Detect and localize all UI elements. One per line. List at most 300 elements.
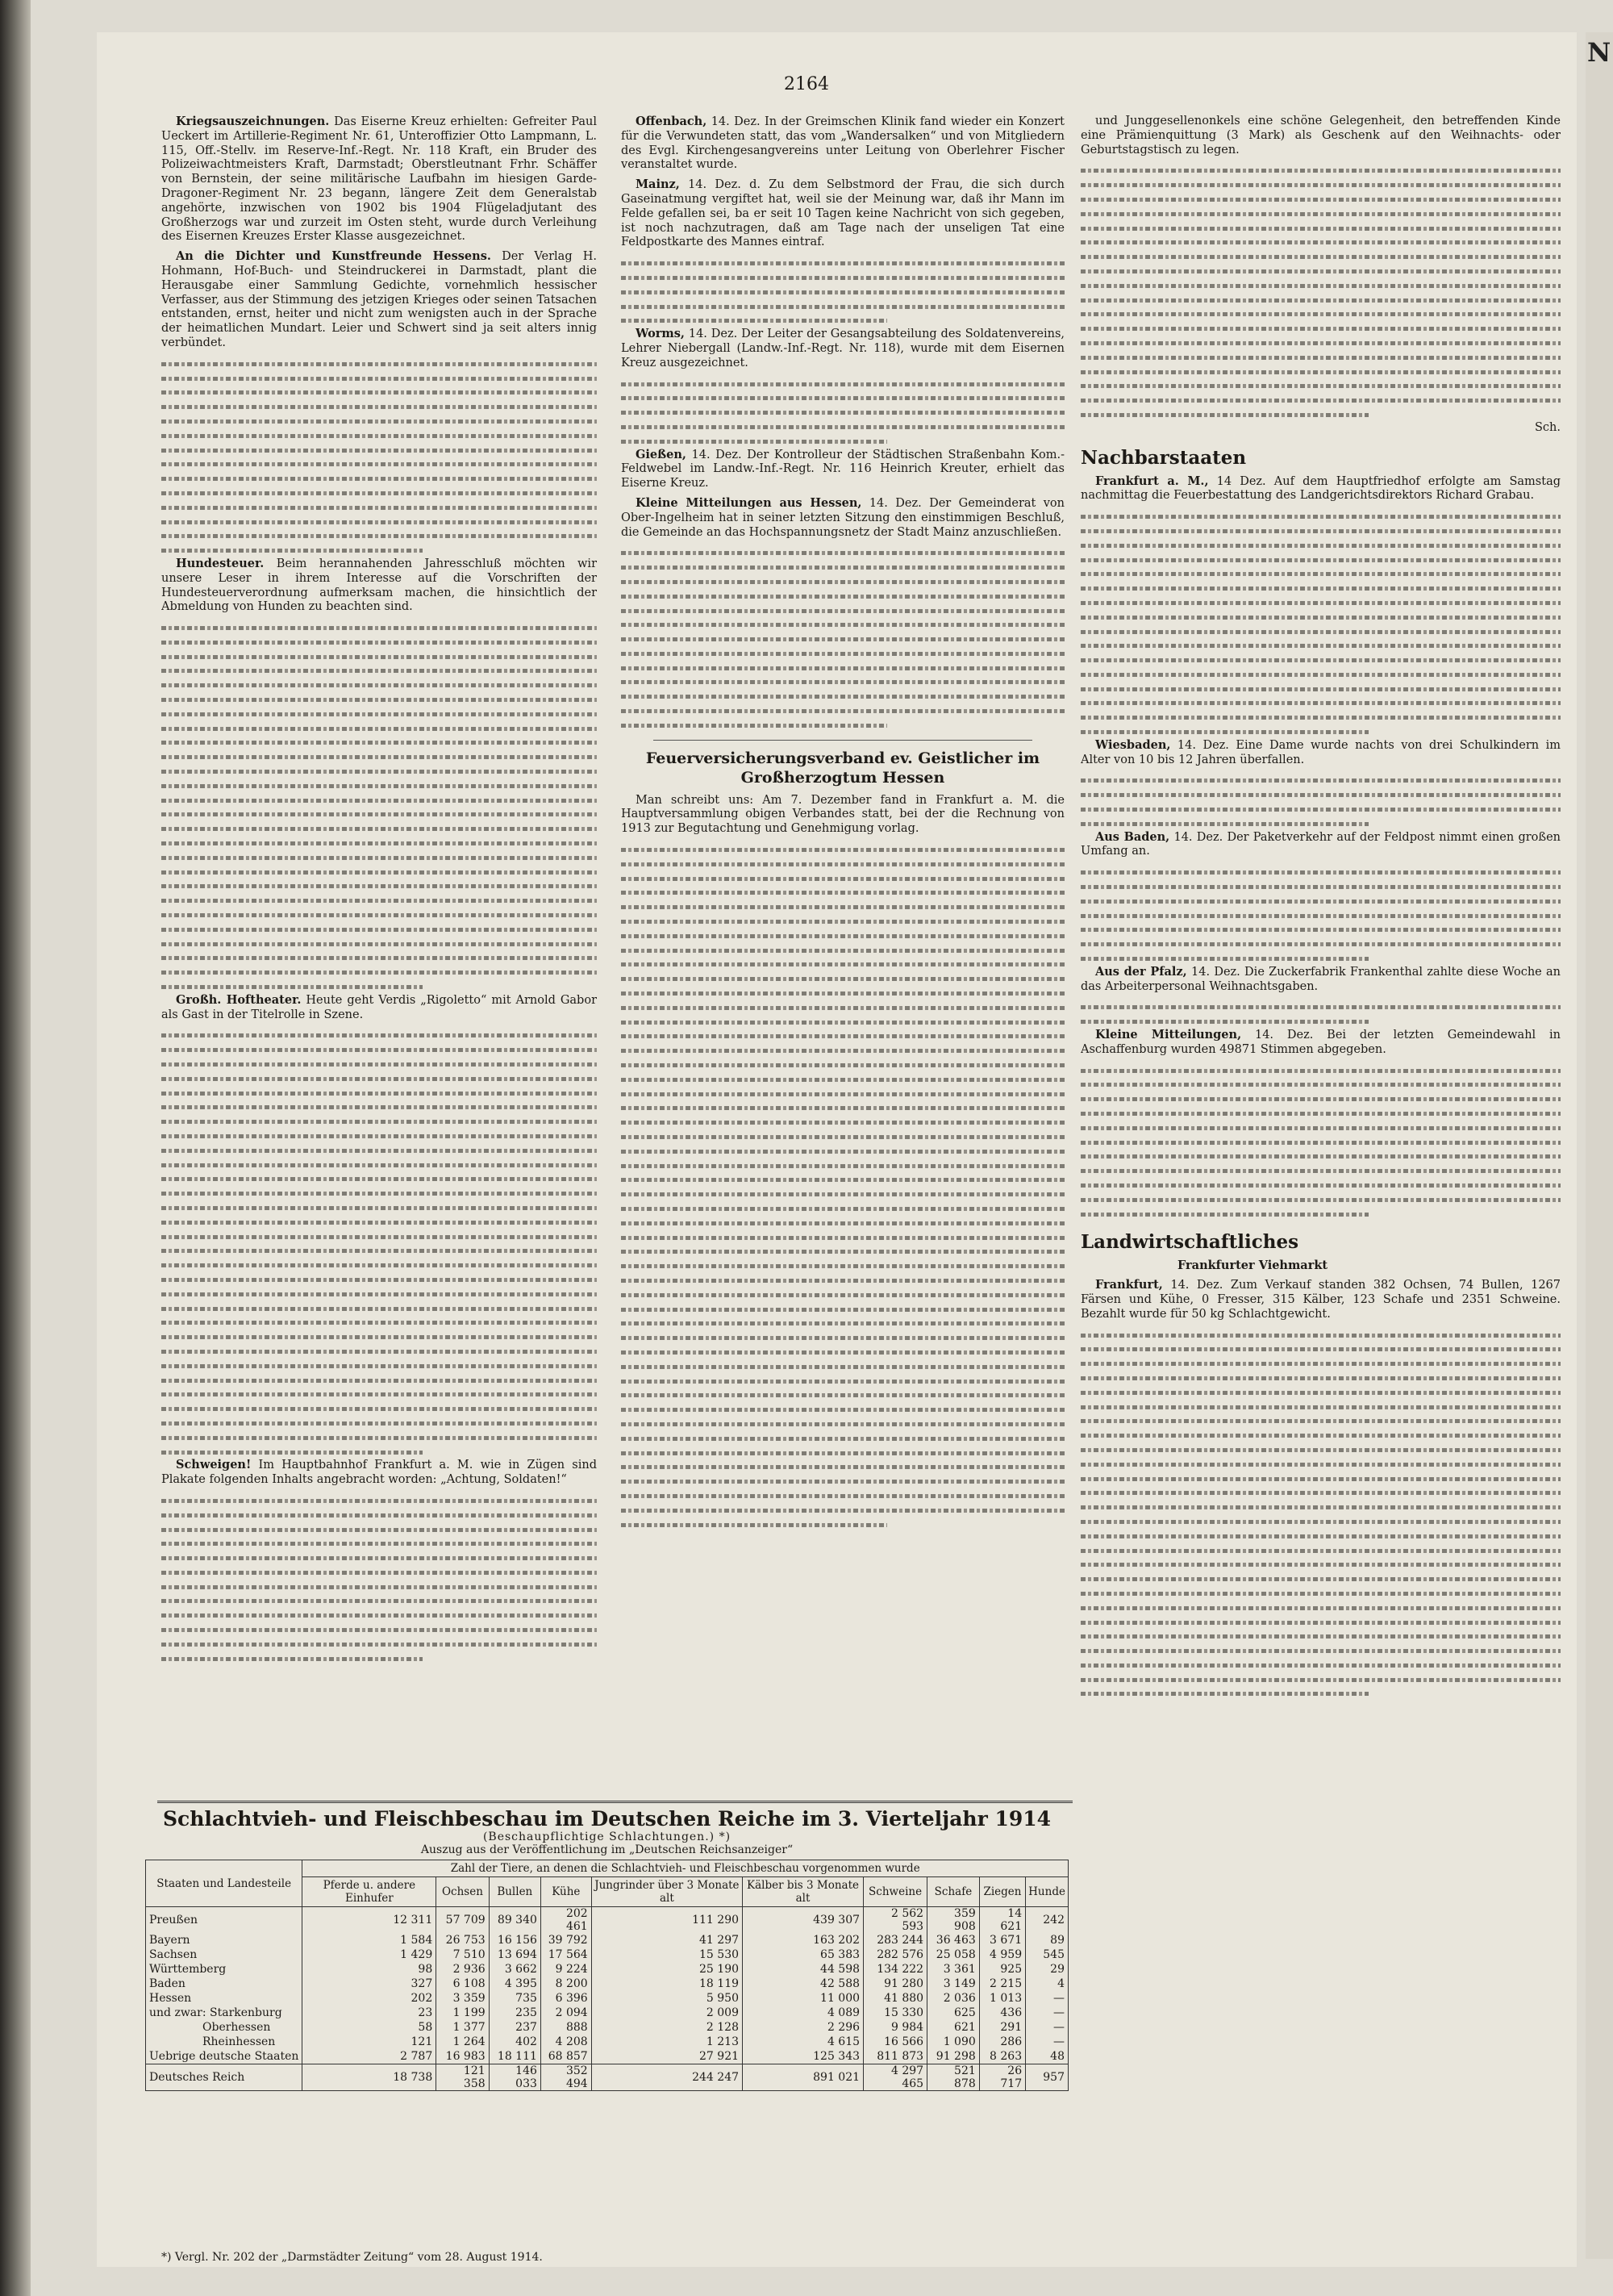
article-lead: Gießen, bbox=[636, 447, 686, 461]
table-cell: 12 311 bbox=[302, 1907, 436, 1934]
text-line bbox=[161, 1200, 597, 1214]
column-header: Bullen bbox=[489, 1877, 540, 1907]
column-header: Kühe bbox=[540, 1877, 591, 1907]
text-line bbox=[1081, 1413, 1561, 1427]
text-line bbox=[621, 1086, 1065, 1100]
column-1 bbox=[161, 115, 597, 1801]
table-cell: 1 429 bbox=[302, 1947, 436, 1962]
article-text bbox=[621, 115, 1065, 173]
text-line bbox=[161, 936, 597, 950]
text-line bbox=[1081, 1528, 1561, 1542]
text-line bbox=[1081, 1456, 1561, 1471]
table-cell: 125 343 bbox=[743, 2049, 864, 2064]
text-line bbox=[1081, 709, 1561, 724]
text-line bbox=[161, 691, 597, 706]
text-line bbox=[1081, 893, 1561, 908]
article-lead: Aus Baden, bbox=[1095, 829, 1170, 844]
table-cell: 242 bbox=[1026, 1907, 1069, 1934]
article-lead: Mainz, bbox=[636, 177, 680, 192]
article-text bbox=[621, 496, 1065, 540]
article-lead: Worms, bbox=[636, 327, 685, 341]
table-cell: 3 671 bbox=[979, 1933, 1025, 1947]
illegible-text-lines bbox=[1081, 1327, 1561, 1701]
table-cell: 163 202 bbox=[743, 1933, 864, 1947]
table-cell: 29 bbox=[1026, 1962, 1069, 1977]
article-lead: Kleine Mitteilungen aus Hessen, bbox=[636, 495, 862, 510]
table-cell: 121 bbox=[302, 2035, 436, 2049]
table-cell: 521 878 bbox=[927, 2064, 980, 2091]
article bbox=[161, 557, 597, 993]
article-text bbox=[161, 1458, 597, 1488]
footnote: *) Vergl. Nr. 202 der „Darmstädter Zeitung“ vom 28. August 1914. bbox=[161, 2251, 543, 2264]
group-header: Zahl der Tiere, an denen die Schlachtvieh- und Fleischbeschau vorgenommen wurde bbox=[302, 1860, 1069, 1877]
table-cell: 891 021 bbox=[743, 2064, 864, 2091]
article-lead: Großh. Hoftheater. bbox=[176, 992, 302, 1007]
text-line bbox=[621, 942, 1065, 957]
text-line bbox=[1081, 248, 1561, 263]
text-line bbox=[621, 1028, 1065, 1042]
table-cell: 2 562 593 bbox=[864, 1907, 927, 1934]
text-line bbox=[621, 1272, 1065, 1287]
table-cell: 91 280 bbox=[864, 1977, 927, 1991]
text-line bbox=[1081, 1105, 1561, 1120]
article-body: Der Verlag H. Hohmann, Hof-Buch- und Steindruckerei in Darmstadt, plant die Herausgabe einer Sammlung Gedichte, vornehmlich hessischer Verfasser, aus der Stimmung des jetzigen Krieges oder seinen Tatsachen entstanden, ernst, heiter und nicht zum wenigsten auch in der Sprache der heimatlichen Mundart. Leier und Schwert sind ja seit alters innig verbündet. bbox=[161, 250, 597, 349]
text-line bbox=[1081, 407, 1369, 421]
article-lead: Frankfurt a. M., bbox=[1095, 474, 1209, 488]
article-body: Beim herannahenden Jahresschluß möchten wir unsere Leser in ihrem Interesse auf die Vorschriften der Hundesteuerverordnung aufmerksam machen, die hinsichtlich der Abmeldung von Hunden zu beachten sind. bbox=[161, 557, 597, 614]
text-line bbox=[161, 706, 597, 720]
article bbox=[161, 115, 597, 244]
text-line bbox=[621, 616, 1065, 631]
text-line bbox=[621, 1114, 1065, 1129]
text-line bbox=[1081, 609, 1561, 624]
article bbox=[1081, 474, 1561, 738]
table-top-rule bbox=[157, 1801, 1073, 1803]
article-body: 14. Dez. Der Gemeinderat von Ober-Ingelheim hat in seiner letzten Sitzung den einstimmigen Beschluß, die Gemeinde an das Hochspannungsnetz der Stadt Mainz anzuschließen. bbox=[621, 496, 1065, 539]
table-cell: 8 263 bbox=[979, 2049, 1025, 2064]
table-cell: 2 094 bbox=[540, 2006, 591, 2020]
text-line bbox=[621, 1143, 1065, 1158]
illegible-text-lines bbox=[161, 1027, 597, 1458]
article-body: 14 Dez. Auf dem Hauptfriedhof erfolgte am Samstag nachmittag die Feuerbestattung des Landgerichtsdirektors Richard Grabau. bbox=[1081, 474, 1561, 503]
row-label: und zwar: Starkenburg bbox=[146, 2006, 302, 2020]
text-line bbox=[1081, 695, 1561, 709]
table-cell: 14 621 bbox=[979, 1907, 1025, 1934]
text-line bbox=[621, 1071, 1065, 1086]
text-line bbox=[161, 470, 597, 485]
column-header: Ochsen bbox=[436, 1877, 489, 1907]
table-cell: 18 119 bbox=[591, 1977, 742, 1991]
text-line bbox=[621, 1430, 1065, 1445]
column-header: Pferde u. andere Einhufer bbox=[302, 1877, 436, 1907]
table-cell: 811 873 bbox=[864, 2049, 927, 2064]
table-cell: 244 247 bbox=[591, 2064, 742, 2091]
text-line bbox=[1081, 292, 1561, 307]
text-line bbox=[1081, 1585, 1561, 1600]
table-row bbox=[146, 1907, 1069, 1934]
table-cell: 15 530 bbox=[591, 1947, 742, 1962]
section-heading: Nachbarstaaten bbox=[1081, 446, 1247, 469]
text-line bbox=[1081, 787, 1561, 801]
text-line bbox=[1081, 177, 1561, 191]
text-line bbox=[161, 356, 597, 370]
text-line bbox=[161, 1128, 597, 1142]
table-cell: 1 090 bbox=[927, 2035, 980, 2049]
text-line bbox=[161, 1622, 597, 1636]
table-cell: 3 662 bbox=[489, 1962, 540, 1977]
text-line bbox=[621, 312, 887, 327]
text-line bbox=[1081, 1076, 1561, 1091]
table-cell: 283 244 bbox=[864, 1933, 927, 1947]
illegible-text-lines bbox=[621, 841, 1065, 1530]
column-2 bbox=[621, 115, 1065, 1801]
article-lead: Hundesteuer. bbox=[176, 556, 265, 570]
stub-header: Staaten und Landesteile bbox=[146, 1860, 302, 1907]
table-cell: 436 bbox=[979, 2006, 1025, 2020]
illegible-text-lines bbox=[621, 545, 1065, 731]
adjacent-page-letter: N bbox=[1587, 37, 1611, 68]
table-cell: 18 738 bbox=[302, 2064, 436, 2091]
text-line bbox=[1081, 879, 1561, 893]
text-line bbox=[1081, 908, 1561, 922]
text-line bbox=[1081, 936, 1561, 950]
text-line bbox=[1081, 1556, 1561, 1571]
table-cell: 25 190 bbox=[591, 1962, 742, 1977]
table-cell: 146 033 bbox=[489, 2064, 540, 2091]
table-cell: 26 717 bbox=[979, 2064, 1025, 2091]
text-line bbox=[1081, 1341, 1561, 1355]
table-cell: 23 bbox=[302, 2006, 436, 2020]
text-line bbox=[1081, 278, 1561, 292]
text-line bbox=[1081, 523, 1561, 537]
text-line bbox=[621, 660, 1065, 674]
text-line bbox=[1081, 537, 1561, 552]
table-cell: 48 bbox=[1026, 2049, 1069, 2064]
table-cell: 42 588 bbox=[743, 1977, 864, 1991]
text-line bbox=[161, 1257, 597, 1271]
article-body: Man schreibt uns: Am 7. Dezember fand in Frankfurt a. M. die Hauptversammlung obigen Verbandes statt, bei der die Rechnung von 1913 zur Begutachtung und Genehmigung vorlag. bbox=[621, 793, 1065, 836]
table-row bbox=[146, 2035, 1069, 2049]
text-line bbox=[161, 399, 597, 413]
illegible-text-lines bbox=[1081, 162, 1561, 420]
text-line bbox=[161, 850, 597, 864]
text-line bbox=[1081, 1442, 1561, 1456]
table-cell: 282 576 bbox=[864, 1947, 927, 1962]
text-line bbox=[161, 1242, 597, 1257]
article-body: 14. Dez. Der Paketverkehr auf der Feldpost nimmt einen großen Umfang an. bbox=[1081, 830, 1561, 858]
table-row bbox=[146, 1962, 1069, 1977]
text-line bbox=[621, 574, 1065, 588]
table-cell: — bbox=[1026, 2035, 1069, 2049]
text-line bbox=[621, 1315, 1065, 1330]
text-line bbox=[161, 1099, 597, 1113]
illegible-text-lines bbox=[621, 376, 1065, 448]
text-line bbox=[1081, 624, 1561, 638]
text-line bbox=[161, 1401, 597, 1415]
illegible-text-lines bbox=[1081, 864, 1561, 965]
text-line bbox=[621, 674, 1065, 688]
table-cell: 4 959 bbox=[979, 1947, 1025, 1962]
text-line bbox=[621, 928, 1065, 942]
article-body: 14. Dez. Der Kontrolleur der Städtischen Straßenbahn Kom.-Feldwebel im Landw.-Inf.-Regt. Nr. 116 Heinrich Kreuter, erhielt das Eiserne Kreuz. bbox=[621, 448, 1065, 491]
article-body: 14. Dez. Zum Verkauf standen 382 Ochsen, 74 Bullen, 1267 Färsen und Kühe, 0 Fresser, 315 Kälber, 123 Schafe und 2351 Schweine. Bezahlt wurde für 50 kg Schlachtgewicht. bbox=[1081, 1279, 1561, 1321]
text-line bbox=[1081, 306, 1561, 320]
text-line bbox=[161, 1636, 597, 1651]
table-cell: 18 111 bbox=[489, 2049, 540, 2064]
text-line bbox=[161, 413, 597, 428]
article bbox=[1081, 965, 1561, 1028]
text-line bbox=[161, 1142, 597, 1157]
text-line bbox=[621, 559, 1065, 574]
text-line bbox=[1081, 349, 1561, 364]
table-cell: 235 bbox=[489, 2006, 540, 2020]
article-text bbox=[161, 249, 597, 351]
text-line bbox=[621, 269, 1065, 284]
article-text bbox=[161, 993, 597, 1023]
text-line bbox=[161, 1550, 597, 1564]
table-cell: 6 396 bbox=[540, 1991, 591, 2006]
illegible-text-lines bbox=[621, 255, 1065, 327]
column-header: Schweine bbox=[864, 1877, 927, 1907]
text-line bbox=[161, 1522, 597, 1536]
table-cell: 625 bbox=[927, 2006, 980, 2020]
article-text bbox=[621, 327, 1065, 370]
text-line bbox=[621, 419, 1065, 433]
text-line bbox=[161, 1113, 597, 1128]
article bbox=[1081, 1028, 1561, 1220]
article bbox=[161, 993, 597, 1459]
text-line bbox=[1081, 1148, 1561, 1163]
text-line bbox=[161, 892, 597, 907]
text-line bbox=[621, 1330, 1065, 1344]
text-line bbox=[1081, 1355, 1561, 1370]
text-line bbox=[1081, 234, 1561, 248]
article-lead: Kleine Mitteilungen, bbox=[1095, 1028, 1242, 1042]
adjacent-page-strip bbox=[1586, 32, 1613, 2259]
text-line bbox=[1081, 1206, 1369, 1221]
text-line bbox=[161, 1300, 597, 1315]
table-cell: 5 950 bbox=[591, 1991, 742, 2006]
table-cell: 89 340 bbox=[489, 1907, 540, 1934]
text-line bbox=[161, 950, 597, 964]
text-line bbox=[621, 1473, 1065, 1488]
text-line bbox=[1081, 392, 1561, 407]
table-cell: 2 296 bbox=[743, 2020, 864, 2035]
table-cell: 41 880 bbox=[864, 1991, 927, 2006]
text-line bbox=[621, 1100, 1065, 1114]
text-line bbox=[621, 588, 1065, 603]
table-body bbox=[146, 1907, 1069, 2091]
text-line bbox=[621, 1401, 1065, 1416]
text-line bbox=[1081, 364, 1561, 378]
article bbox=[161, 249, 597, 557]
table-cell: 9 224 bbox=[540, 1962, 591, 1977]
table-cell: 57 709 bbox=[436, 1907, 489, 1934]
table-cell: 134 222 bbox=[864, 1962, 927, 1977]
article-text bbox=[1081, 738, 1561, 768]
text-line bbox=[1081, 1192, 1561, 1206]
text-line bbox=[1081, 1614, 1561, 1629]
text-line bbox=[161, 1042, 597, 1056]
text-line bbox=[161, 542, 423, 557]
table-cell: 4 bbox=[1026, 1977, 1069, 1991]
text-line bbox=[161, 1579, 597, 1593]
table-row bbox=[146, 2020, 1069, 2035]
article-body: 14. Dez. Der Leiter der Gesangsabteilung des Soldatenvereins, Lehrer Niebergall (Landw.-Inf.-Regt. Nr. 118), wurde mit dem Eisernen Kreuz ausgezeichnet. bbox=[621, 328, 1065, 369]
article bbox=[1081, 115, 1561, 421]
text-line bbox=[1081, 999, 1561, 1013]
text-line bbox=[1081, 508, 1561, 523]
text-line bbox=[161, 1214, 597, 1229]
text-line bbox=[161, 1056, 597, 1071]
text-line bbox=[161, 428, 597, 442]
text-line bbox=[1081, 1177, 1561, 1192]
table-cell: 1 199 bbox=[436, 2006, 489, 2020]
text-line bbox=[621, 1502, 1065, 1517]
text-line bbox=[621, 1488, 1065, 1502]
text-line bbox=[1081, 724, 1369, 738]
row-label: Uebrige deutsche Staaten bbox=[146, 2049, 302, 2064]
article-lead: An die Dichter und Kunstfreunde Hessens. bbox=[176, 249, 491, 264]
text-line bbox=[161, 1444, 423, 1459]
table-cell: 4 615 bbox=[743, 2035, 864, 2049]
text-line bbox=[621, 1215, 1065, 1229]
text-line bbox=[1081, 801, 1561, 816]
table-cell: 25 058 bbox=[927, 1947, 980, 1962]
text-line bbox=[621, 899, 1065, 913]
text-line bbox=[161, 921, 597, 936]
subheading: Frankfurter Viehmarkt bbox=[1177, 1259, 1328, 1273]
row-label: Bayern bbox=[146, 1933, 302, 1947]
text-line bbox=[161, 1651, 423, 1665]
section-heading: Feuerversicherungsverband ev. Geistlicher im Großherzogtum Hessen bbox=[645, 749, 1040, 787]
table-cell: 957 bbox=[1026, 2064, 1069, 2091]
table-cell: 16 156 bbox=[489, 1933, 540, 1947]
text-line bbox=[621, 298, 1065, 313]
table-cell: 13 694 bbox=[489, 1947, 540, 1962]
article bbox=[621, 448, 1065, 491]
column-3 bbox=[1081, 115, 1561, 2196]
table-cell: 286 bbox=[979, 2035, 1025, 2049]
table-cell: 2 787 bbox=[302, 2049, 436, 2064]
table-cell: 1 264 bbox=[436, 2035, 489, 2049]
text-line bbox=[161, 662, 597, 677]
table-cell: 3 361 bbox=[927, 1962, 980, 1977]
table-cell: 202 461 bbox=[540, 1907, 591, 1934]
table-source: Auszug aus der Veröffentlichung im „Deutschen Reichsanzeiger“ bbox=[420, 1843, 794, 1856]
article-body: und Junggesellenonkels eine schöne Gelegenheit, den betreffenden Kinde eine Prämienquittung (3 Mark) als Geschenk auf den Weihnachts- oder Geburtstagstisch zu legen. bbox=[1081, 115, 1561, 157]
text-line bbox=[1081, 191, 1561, 206]
row-label: Baden bbox=[146, 1977, 302, 1991]
text-line bbox=[1081, 1484, 1561, 1499]
text-line bbox=[621, 255, 1065, 269]
text-line bbox=[1081, 816, 1369, 830]
text-line bbox=[1081, 1427, 1561, 1442]
text-line bbox=[161, 1185, 597, 1200]
signature: Sch. bbox=[1534, 420, 1561, 434]
text-line bbox=[621, 631, 1065, 645]
text-line bbox=[621, 603, 1065, 617]
table-cell: 7 510 bbox=[436, 1947, 489, 1962]
text-line bbox=[621, 717, 887, 732]
table-cell: 4 208 bbox=[540, 2035, 591, 2049]
text-line bbox=[1081, 595, 1561, 609]
row-label: Hessen bbox=[146, 1991, 302, 2006]
text-line bbox=[621, 688, 1065, 703]
text-line bbox=[621, 1200, 1065, 1215]
table-cell: 3 149 bbox=[927, 1977, 980, 1991]
table-cell: 8 200 bbox=[540, 1977, 591, 1991]
text-line bbox=[161, 820, 597, 835]
text-line bbox=[161, 878, 597, 892]
text-line bbox=[161, 964, 597, 979]
illegible-text-lines bbox=[1081, 508, 1561, 738]
text-line bbox=[621, 703, 1065, 717]
table-cell: 925 bbox=[979, 1962, 1025, 1977]
text-line bbox=[621, 390, 1065, 404]
text-line bbox=[1081, 652, 1561, 666]
text-line bbox=[1081, 1628, 1561, 1643]
text-line bbox=[1081, 1013, 1369, 1028]
article-lead: Frankfurt, bbox=[1095, 1278, 1163, 1292]
article-text bbox=[621, 448, 1065, 491]
text-line bbox=[621, 404, 1065, 419]
text-line bbox=[621, 1243, 1065, 1258]
table-cell: — bbox=[1026, 2006, 1069, 2020]
table-cell: 202 bbox=[302, 1991, 436, 2006]
text-line bbox=[161, 1358, 597, 1372]
table-cell: 545 bbox=[1026, 1947, 1069, 1962]
text-line bbox=[1081, 681, 1561, 695]
article bbox=[621, 177, 1065, 327]
text-line bbox=[1081, 1685, 1369, 1700]
article-body: 14. Dez. Eine Dame wurde nachts von drei Schulkindern im Alter von 10 bis 12 Jahren überfallen. bbox=[1081, 738, 1561, 766]
text-line bbox=[1081, 1399, 1561, 1413]
row-label: Sachsen bbox=[146, 1947, 302, 1962]
table-cell: 1 377 bbox=[436, 2020, 489, 2035]
table-row bbox=[146, 1947, 1069, 1962]
table-cell: 359 908 bbox=[927, 1907, 980, 1934]
text-line bbox=[161, 677, 597, 691]
table-cell: 11 000 bbox=[743, 1991, 864, 2006]
text-line bbox=[161, 485, 597, 499]
text-line bbox=[161, 907, 597, 921]
text-line bbox=[621, 1171, 1065, 1186]
table-cell: 6 108 bbox=[436, 1977, 489, 1991]
text-line bbox=[621, 1000, 1065, 1014]
text-line bbox=[1081, 580, 1561, 595]
text-line bbox=[161, 1027, 597, 1042]
article-text bbox=[161, 115, 597, 244]
row-label: Württemberg bbox=[146, 1962, 302, 1977]
text-line bbox=[1081, 1657, 1561, 1672]
article-text bbox=[161, 557, 597, 615]
text-line bbox=[1081, 552, 1561, 566]
text-line bbox=[1081, 1672, 1561, 1686]
text-line bbox=[621, 433, 887, 448]
table-cell: 17 564 bbox=[540, 1947, 591, 1962]
text-line bbox=[161, 1229, 597, 1243]
table-cell: 4 297 465 bbox=[864, 2064, 927, 2091]
text-line bbox=[1081, 206, 1561, 220]
section-heading: Landwirtschaftliches bbox=[1081, 1231, 1299, 1254]
text-line bbox=[621, 1301, 1065, 1316]
table-cell: — bbox=[1026, 2020, 1069, 2035]
text-line bbox=[161, 864, 597, 879]
table-cell: 4 089 bbox=[743, 2006, 864, 2020]
text-line bbox=[621, 1373, 1065, 1388]
text-line bbox=[621, 1517, 887, 1531]
